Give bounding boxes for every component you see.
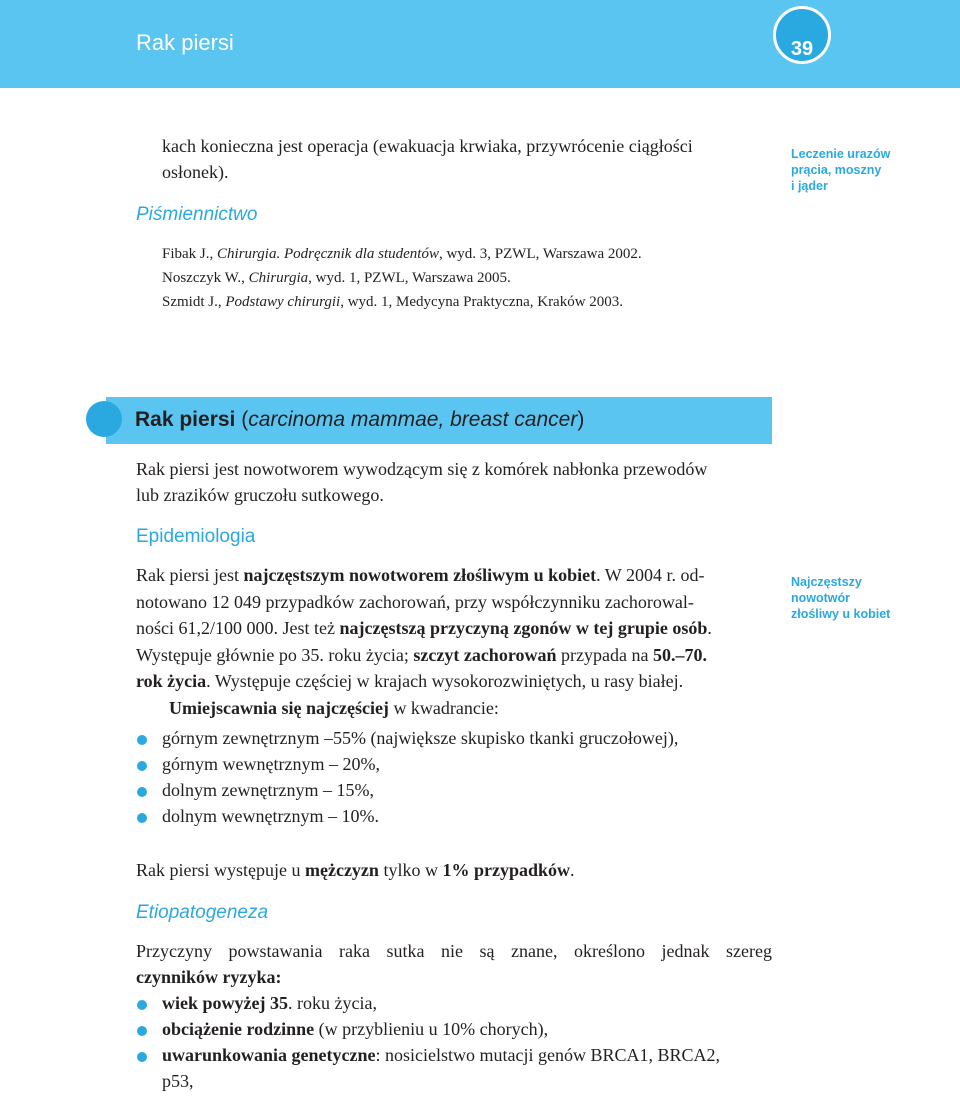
emphasis: obciążenie rodzinne bbox=[162, 1019, 315, 1039]
definition-paragraph bbox=[136, 456, 707, 508]
reference-title: Chirurgia. Podręcznik dla studentów bbox=[217, 246, 439, 262]
bullet-dot-icon bbox=[137, 1000, 147, 1010]
text-run: (w przyblieniu u 10% chorych), bbox=[314, 1019, 549, 1039]
reference-details: , wyd. 3, PZWL, Warszawa 2002. bbox=[438, 246, 642, 262]
bibliography-list bbox=[162, 242, 642, 314]
list-item: górnym zewnętrznym –55% (największe skupisko tkanki gruczołowej), bbox=[162, 728, 679, 748]
list-item bbox=[162, 1016, 548, 1042]
chapter-title bbox=[135, 408, 584, 432]
text-run: tylko w bbox=[378, 860, 443, 880]
text-run: . bbox=[569, 860, 575, 880]
list-item: górnym wewnętrznym – 20%, bbox=[162, 754, 380, 774]
men-incidence-line bbox=[136, 857, 574, 883]
chapter-title-paren: ) bbox=[577, 408, 585, 431]
margin-note-most-common bbox=[791, 574, 890, 622]
emphasis: 50.–70. bbox=[652, 644, 707, 665]
text-run: . bbox=[707, 618, 712, 638]
margin-note-line: złośliwy u kobiet bbox=[791, 607, 891, 621]
margin-note-line: Leczenie urazów bbox=[791, 147, 891, 161]
risk-factors-label: czynników ryzyka: bbox=[136, 967, 282, 987]
list-item: dolnym wewnętrznym – 10%. bbox=[162, 806, 379, 826]
text-run: Występuje głównie po 35. roku życia; bbox=[136, 644, 414, 665]
intro-paragraph bbox=[162, 133, 693, 185]
bullet-dot-icon bbox=[137, 761, 147, 771]
reference-item bbox=[162, 266, 642, 290]
bullet-dot-icon bbox=[137, 1026, 147, 1036]
epidemiology-heading: Epidemiologia bbox=[136, 526, 256, 547]
list-item bbox=[162, 990, 377, 1016]
text-line bbox=[136, 642, 712, 669]
page-number: 39 bbox=[790, 38, 814, 60]
list-item-continuation: p53, bbox=[162, 1071, 194, 1091]
text-run: . roku życia, bbox=[287, 993, 377, 1013]
reference-author: Noszczyk W., bbox=[162, 270, 249, 286]
intro-line: osłonek). bbox=[162, 162, 229, 182]
margin-note-line: Najczęstszy bbox=[791, 575, 862, 589]
text-run: w kwadrancie: bbox=[388, 697, 499, 718]
reference-author: Szmidt J., bbox=[162, 294, 226, 310]
text-line: notowano 12 049 przypadków zachorowań, przy współczynniku zachorowal- bbox=[136, 591, 694, 612]
bullet-dot-icon bbox=[137, 735, 147, 745]
emphasis: szczyt zachorowań bbox=[413, 644, 557, 665]
reference-title: Chirurgia bbox=[248, 270, 309, 286]
emphasis: 1% przypadków bbox=[442, 860, 570, 880]
chapter-title-latin: carcinoma mammae, breast cancer bbox=[248, 408, 578, 431]
bibliography-heading: Piśmiennictwo bbox=[136, 204, 258, 225]
text-line bbox=[136, 695, 712, 722]
chapter-title-main: Rak piersi bbox=[135, 408, 236, 431]
emphasis: Umiejscawnia się najczęściej bbox=[169, 697, 389, 718]
reference-details: , wyd. 1, PZWL, Warszawa 2005. bbox=[308, 270, 511, 286]
text-run: ności 61,2/100 000. Jest też bbox=[136, 618, 340, 638]
page-number-badge bbox=[773, 6, 831, 64]
emphasis: rok życia bbox=[136, 671, 207, 691]
definition-line: Rak piersi jest nowotworem wywodzącym się z komórek nabłonka przewodów bbox=[136, 459, 708, 479]
emphasis: mężczyzn bbox=[304, 860, 379, 880]
margin-note-treatment bbox=[791, 146, 890, 194]
text-run: Rak piersi występuje u bbox=[136, 860, 305, 880]
text-run: przypada na bbox=[556, 644, 653, 665]
text-line bbox=[136, 562, 712, 589]
definition-line: lub zrazików gruczołu sutkowego. bbox=[136, 485, 384, 505]
reference-title: Podstawy chirurgii bbox=[225, 294, 341, 310]
bullet-dot-icon bbox=[137, 787, 147, 797]
margin-note-line: i jąder bbox=[791, 179, 828, 193]
emphasis: wiek powyżej 35 bbox=[162, 993, 288, 1013]
reference-details: , wyd. 1, Medycyna Praktyczna, Kraków 2003. bbox=[340, 294, 624, 310]
margin-note-line: nowotwór bbox=[791, 591, 851, 605]
text-run: Rak piersi jest bbox=[136, 565, 244, 585]
text-line bbox=[136, 668, 712, 695]
bullet-dot-icon bbox=[137, 1052, 147, 1062]
emphasis: uwarunkowania genetyczne bbox=[162, 1045, 376, 1065]
etiopathogenesis-heading: Etiopatogeneza bbox=[136, 902, 269, 923]
etiopathogenesis-line: Przyczyny powstawania raka sutka nie są znane, określono jednak szereg bbox=[136, 941, 772, 961]
reference-author: Fibak J., bbox=[162, 246, 218, 262]
running-header-title: Rak piersi bbox=[136, 30, 234, 55]
bullet-dot-icon bbox=[137, 813, 147, 823]
list-item: dolnym zewnętrznym – 15%, bbox=[162, 780, 374, 800]
emphasis: najczęstszym nowotworem złośliwym u kobiet bbox=[243, 565, 597, 585]
text-line bbox=[136, 615, 712, 642]
list-item bbox=[162, 1042, 720, 1068]
intro-line: kach konieczna jest operacja (ewakuacja krwiaka, przywrócenie ciągłości bbox=[162, 136, 693, 156]
chapter-marker-circle bbox=[86, 401, 122, 437]
chapter-title-paren: ( bbox=[235, 408, 249, 431]
reference-item bbox=[162, 242, 642, 266]
reference-item bbox=[162, 290, 642, 314]
emphasis: najczęstszą przyczyną zgonów w tej grupie osób bbox=[339, 618, 708, 638]
text-run: : nosicielstwo mutacji genów BRCA1, BRCA2, bbox=[375, 1045, 721, 1065]
epidemiology-paragraph bbox=[136, 562, 712, 721]
text-run: . Występuje częściej w krajach wysokorozwiniętych, u rasy białej. bbox=[206, 671, 684, 691]
text-run: . W 2004 r. od- bbox=[596, 565, 705, 585]
margin-note-line: prącia, moszny bbox=[791, 163, 882, 177]
